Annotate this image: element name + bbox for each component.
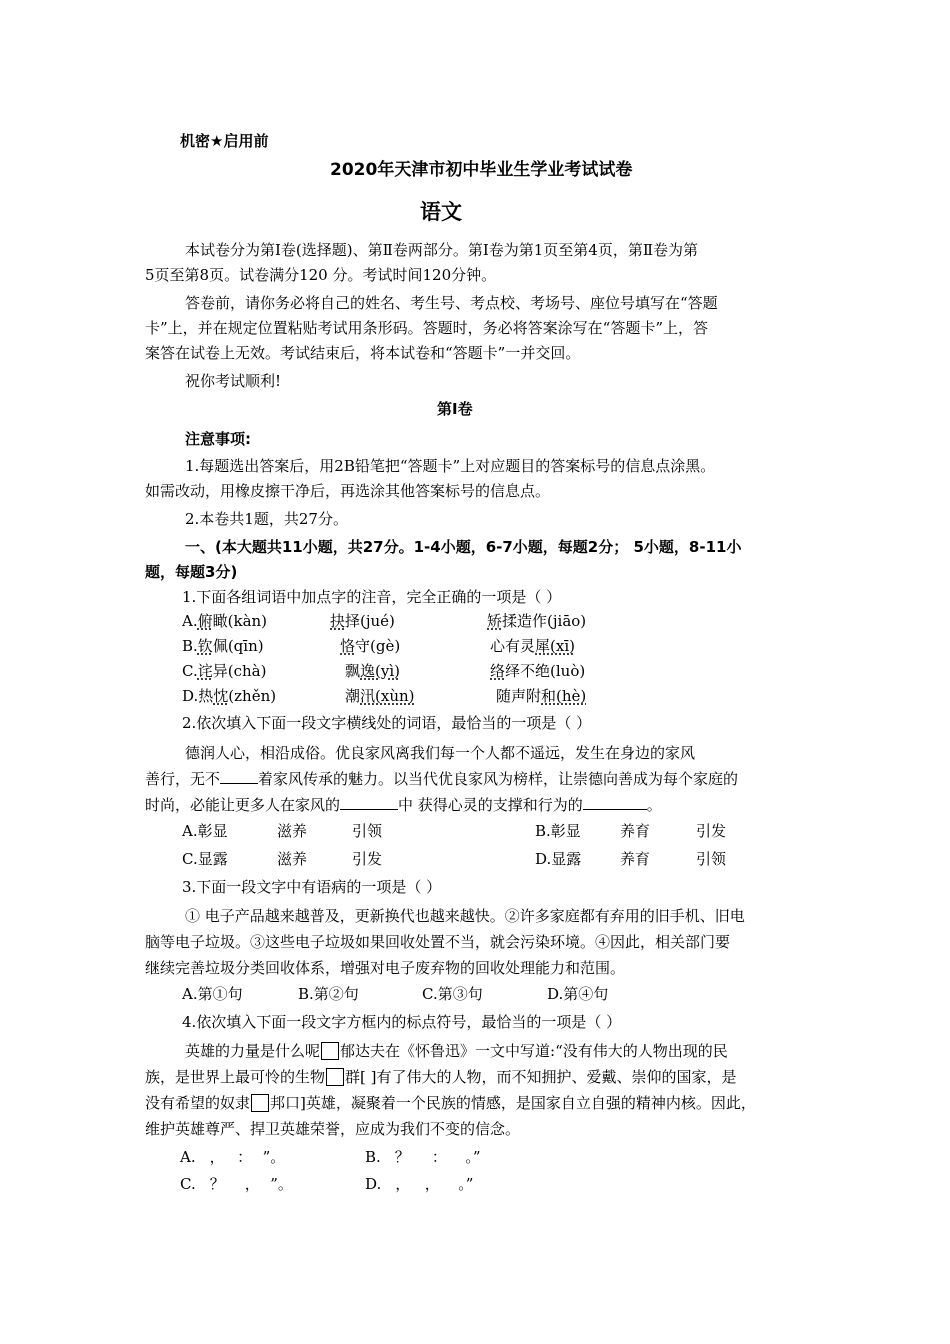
q1-option-c-word3: 络绎不绝(luò) bbox=[490, 662, 586, 680]
q2-option-word: 养育 bbox=[620, 850, 651, 868]
q1-option-b: B.钦佩(qīn) bbox=[182, 637, 264, 655]
q4-text-line: 族，是世界上最可怜的生物 群[ ]有了伟大的人物，而不知拥护、爱戴、崇仰的国家，是 bbox=[145, 1068, 737, 1086]
q4-option-a: A. ， ： ”。 bbox=[180, 1148, 286, 1166]
q2-option-word: 引发 bbox=[352, 850, 383, 868]
q3-option-d: D.第④句 bbox=[547, 985, 609, 1003]
q2-option-word: 滋养 bbox=[277, 822, 308, 840]
q1-option-d-word2: 潮汛(xùn) bbox=[345, 687, 415, 705]
punctuation-box-3 bbox=[251, 1094, 269, 1112]
fill-blank-1 bbox=[220, 769, 258, 784]
punctuation-box-1 bbox=[321, 1042, 339, 1060]
fill-blank-3 bbox=[583, 795, 647, 810]
q2-option-word: 滋养 bbox=[277, 850, 308, 868]
q3-option-a: A.第①句 bbox=[182, 985, 243, 1003]
intro-line: 案答在试卷上无效。考试结束后，将本试卷和“答题卡”一并交回。 bbox=[145, 344, 581, 362]
punctuation-box-2 bbox=[326, 1068, 344, 1086]
subject-title: 语文 bbox=[420, 200, 462, 224]
fill-blank-2 bbox=[340, 795, 398, 810]
q2-text-line: 时尚，必能让更多人在家风的 中 获得心灵的支撑和行为的 。 bbox=[145, 796, 662, 814]
q2-option-c: C.显露 bbox=[182, 850, 228, 868]
q1-option-a-word3: 矫揉造作(jiāo) bbox=[487, 612, 587, 630]
q1-option-d: D.热忱(zhěn) bbox=[182, 687, 277, 705]
q3-text-line: 继续完善垃圾分类回收体系，增强对电子废弃物的回收处理能力和范围。 bbox=[145, 959, 626, 977]
q4-text-line: 英雄的力量是什么呢 郁达夫在《怀鲁迅》一文中写道:“没有伟大的人物出现的民 bbox=[185, 1042, 728, 1060]
intro-line: 卡”上，并在规定位置粘贴考试用条形码。答题时，务必将答案涂写在“答题卡”上，答 bbox=[145, 319, 709, 337]
notice-title: 注意事项: bbox=[185, 430, 251, 448]
q1-option-c-word2: 飘逸(yì) bbox=[345, 662, 400, 680]
q3-text-line: 脑等电子垃圾。③这些电子垃圾如果回收处置不当，就会污染环境。④因此，相关部门要 bbox=[145, 933, 731, 951]
notice-line: 2.本卷共1题，共27分。 bbox=[185, 510, 348, 528]
part-heading: 第Ⅰ卷 bbox=[437, 400, 473, 418]
q1-option-c: C.诧异(chà) bbox=[182, 662, 267, 680]
q2-option-b: B.彰显 bbox=[535, 822, 581, 840]
q2-option-word: 引领 bbox=[352, 822, 383, 840]
q2-option-word: 养育 bbox=[620, 822, 651, 840]
q2-option-d: D.显露 bbox=[535, 850, 582, 868]
question-1-stem: 1.下面各组词语中加点字的注音，完全正确的一项是（ ） bbox=[182, 588, 562, 606]
question-3-stem: 3.下面一段文字中有语病的一项是（ ） bbox=[182, 878, 442, 896]
q3-option-c: C.第③句 bbox=[422, 985, 483, 1003]
question-4-stem: 4.依次填入下面一段文字方框内的标点符号，最恰当的一项是（ ） bbox=[182, 1013, 622, 1031]
q2-option-a: A.彰显 bbox=[182, 822, 228, 840]
intro-line: 5页至第8页。试卷满分120 分。考试时间120分钟。 bbox=[145, 266, 497, 284]
q3-option-b: B.第②句 bbox=[298, 985, 359, 1003]
q1-option-a: A.俯瞰(kàn) bbox=[182, 612, 268, 630]
question-2-stem: 2.依次填入下面一段文字横线处的词语，最恰当的一项是（ ） bbox=[182, 714, 592, 732]
q1-option-d-word3: 随声附和(hè) bbox=[496, 687, 587, 705]
exam-title: 2020年天津市初中毕业生学业考试试卷 bbox=[330, 160, 633, 180]
notice-line: 如需改动，用橡皮擦干净后，再选涂其他答案标号的信息点。 bbox=[145, 482, 551, 500]
q2-option-word: 引发 bbox=[696, 822, 727, 840]
q4-option-b: B. ？ ： 。” bbox=[365, 1148, 481, 1166]
intro-line: 本试卷分为第Ⅰ卷(选择题)、第Ⅱ卷两部分。第Ⅰ卷为第1页至第4页，第Ⅱ卷为第 bbox=[185, 241, 699, 259]
q4-option-d: D. ， ， 。” bbox=[365, 1175, 474, 1193]
confidential-mark: 机密★启用前 bbox=[180, 132, 269, 150]
section-heading: 一、(本大题共11小题，共27分。1-4小题，6-7小题，每题2分； 5小题，8-11小 bbox=[185, 538, 742, 556]
intro-line: 答卷前，请你务必将自己的姓名、考生号、考点校、考场号、座位号填写在“答题 bbox=[185, 294, 718, 312]
q4-text-line: 维护英雄尊严、捍卫英雄荣誉，应成为我们不变的信念。 bbox=[145, 1120, 521, 1138]
notice-line: 1.每题选出答案后，用2B铅笔把“答题卡”上对应题目的答案标号的信息点涂黑。 bbox=[185, 457, 716, 475]
section-heading: 题，每题3分) bbox=[145, 563, 238, 581]
q1-option-b-word3: 心有灵犀(xī) bbox=[490, 637, 575, 655]
q2-text-line: 善行，无不 着家风传承的魅力。以当代优良家风为榜样，让崇德向善成为每个家庭的 bbox=[145, 770, 739, 788]
intro-line: 祝你考试顺利! bbox=[185, 372, 282, 390]
q1-option-a-word2: 抉择(jué) bbox=[330, 612, 395, 630]
q2-text-line: 德润人心，相沿成俗。优良家风离我们每一个人都不遥远，发生在身边的家风 bbox=[185, 744, 696, 762]
q2-option-word: 引领 bbox=[696, 850, 727, 868]
q3-text-line: ① 电子产品越来越普及，更新换代也越来越快。②许多家庭都有弃用的旧手机、旧电 bbox=[185, 907, 745, 925]
q4-text-line: 没有希望的奴隶 邦口]英雄，凝聚着一个民族的情感，是国家自立自强的精神内核。因此， bbox=[145, 1094, 756, 1112]
q4-option-c: C. ？ ， ”。 bbox=[180, 1175, 293, 1193]
q1-option-b-word2: 恪守(gè) bbox=[340, 637, 401, 655]
